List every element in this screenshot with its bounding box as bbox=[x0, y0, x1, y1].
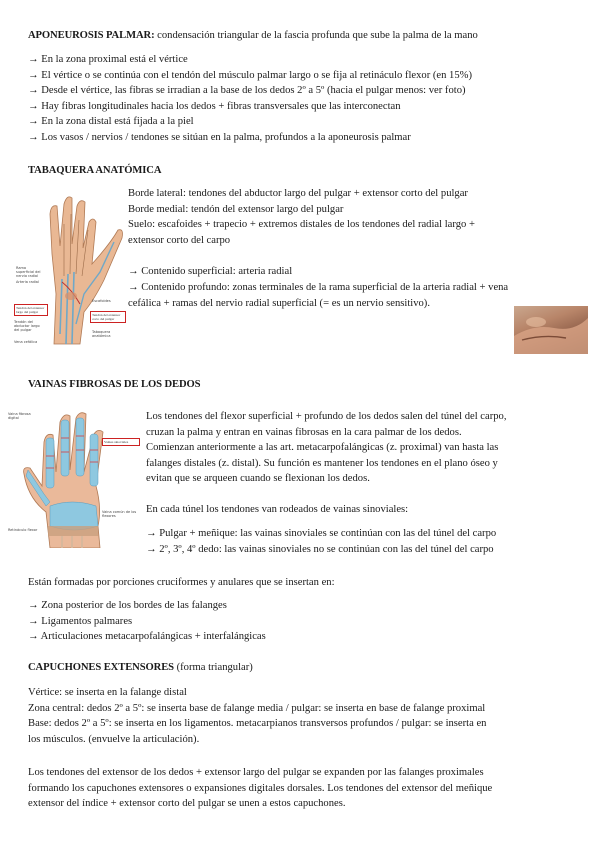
vainas-paragraph-line: falanges distales (z. distal). Su función es mantener los tendones en el plano óseo y bbox=[146, 457, 498, 469]
vainas-sinovial-item: → Pulgar + meñique: las vainas sinoviales se continúan con las del túnel del carpo bbox=[146, 528, 497, 539]
vainas-formed-by: Están formadas por porciones cruciformes y anulares que se insertan en: bbox=[28, 577, 335, 588]
aponeurosis-item: → El vértice o se continúa con el tendón del músculo palmar largo o se fija al retináculo flexor (en 15%) bbox=[28, 69, 473, 81]
hand-photo-shading bbox=[514, 306, 588, 354]
aponeurosis-item: → Desde el vértice, las fibras se irradian a la base de los dedos 2º a 5º (hacia el pulgar menos: ver foto) bbox=[28, 85, 466, 96]
hand-palmar-illustration bbox=[6, 402, 140, 548]
tabaquera-content: → Contenido profundo: zonas terminales de la rama superficial de la arteria radial + vena bbox=[128, 282, 509, 293]
aponeurosis-item: → Hay fibras longitudinales hacia los dedos + fibras transversales que las interconectan bbox=[28, 100, 401, 112]
vainas-sinovial-item: → 2º, 3º, 4º dedo: las vainas sinoviales no se continúan con las del túnel del carpo bbox=[146, 543, 494, 555]
vainas-paragraph-line: Los tendones del flexor superficial + profundo de los dedos salen del túnel del carpo, bbox=[146, 411, 507, 422]
tabaquera-content: → Contenido superficial: arteria radial bbox=[128, 266, 293, 277]
hand-photo bbox=[514, 306, 588, 354]
vainas-heading: VAINAS FIBROSAS DE LOS DEDOS bbox=[28, 379, 201, 390]
capuchones-paragraph-line: formando los capuchones extensores o expansiones digitales dorsales. Los tendones del extensor del meñique bbox=[28, 782, 493, 794]
tabaquera-line: Borde lateral: tendones del abductor largo del pulgar + extensor corto del pulgar bbox=[128, 188, 468, 199]
capuchones-line: Vértice: se inserta en la falange distal bbox=[28, 687, 187, 698]
aponeurosis-item: → Los vasos / nervios / tendones se sitúan en la palma, profundos a la aponeurosis palmar bbox=[28, 131, 411, 143]
label-abductor-largo: Tendón del abductor largo del pulgar bbox=[14, 320, 40, 332]
vainas-paragraph-line: Comienzan anteriormente a las art. metacarpofalángicas (z. proximal) van hasta las bbox=[146, 442, 499, 453]
tabaquera-heading: TABAQUERA ANATÓMICA bbox=[28, 165, 162, 176]
label-arteria-radial: Arteria radial bbox=[16, 280, 39, 284]
label-vainas-sinoviales: Vainas sinoviales bbox=[102, 438, 140, 446]
aponeurosis-item: → En la zona distal está fijada a la piel bbox=[28, 116, 194, 127]
tabaquera-line: extensor corto del carpo bbox=[128, 234, 231, 246]
label-tabaquera: Tabaquera anatómica bbox=[92, 330, 111, 338]
vainas-sinovial-intro: En cada túnel los tendones van rodeados de vainas sinoviales: bbox=[146, 504, 409, 515]
tabaquera-line: Borde medial: tendón del extensor largo del pulgar bbox=[128, 203, 344, 215]
label-rama-nervio-radial: Rama superficial del nervio radial bbox=[16, 266, 41, 278]
label-extensor-largo: Tendón del extensor largo del pulgar bbox=[14, 304, 48, 316]
aponeurosis-heading: APONEUROSIS PALMAR: bbox=[28, 30, 155, 41]
vainas-paragraph-line: evitan que se arqueen cuando se flexionan los dedos. bbox=[146, 473, 370, 484]
tabaquera-line: Suelo: escafoides + trapecio + extremos distales de los tendones del radial largo + bbox=[128, 219, 475, 230]
label-retinaculo-flexor: Retináculo flexor bbox=[8, 528, 38, 532]
label-vaina-fibrosa-digital: Vaina fibrosa digital bbox=[8, 412, 31, 420]
capuchones-heading-description: (forma triangular) bbox=[173, 662, 253, 673]
vainas-formed-item: → Articulaciones metacarpofalángicas + interfalángicas bbox=[28, 631, 266, 642]
vainas-formed-item: → Ligamentos palmares bbox=[28, 615, 133, 627]
capuchones-paragraph-line: extensor del índice + extensor corto del pulgar se unen a estos capuchones. bbox=[28, 798, 346, 809]
label-escafoides: Escafoides bbox=[92, 299, 111, 303]
aponeurosis-item: → En la zona proximal está el vértice bbox=[28, 54, 188, 65]
tabaquera-illustration bbox=[14, 184, 126, 350]
tabaquera-content: cefálica + ramas del nervio radial superficial (= es un nervio sensitivo). bbox=[128, 298, 430, 309]
vainas-paragraph-line: cruzan la palma y entran en vainas fibrosas en la cara palmar de los dedos. bbox=[146, 426, 462, 438]
capuchones-line: Zona central: dedos 2º a 5º: se inserta base de falange media / pulgar: se inserta en base de falange proximal bbox=[28, 702, 486, 714]
vainas-illustration bbox=[6, 402, 140, 548]
capuchones-paragraph-line: Los tendones del extensor de los dedos + extensor largo del pulgar se expanden por las falanges proximales bbox=[28, 767, 484, 778]
capuchones-title-line bbox=[28, 660, 253, 676]
label-vaina-comun-flexores: Vaina común de los flexores bbox=[102, 510, 137, 518]
label-extensor-corto: Tendón del extensor corto del pulgar bbox=[90, 311, 126, 323]
aponeurosis-title-line bbox=[28, 28, 478, 44]
capuchones-heading: CAPUCHONES EXTENSORES bbox=[28, 662, 174, 673]
vainas-formed-item: → Zona posterior de los bordes de las falanges bbox=[28, 600, 227, 611]
aponeurosis-heading-description: condensación triangular de la fascia profunda que sube la palma de la mano bbox=[154, 30, 478, 41]
capuchones-line: Base: dedos 2º a 5º: se inserta en los ligamentos. metacarpianos transversos profundos / pulgar: se inserta en bbox=[28, 718, 487, 729]
label-vena-cefalica: Vena cefálica bbox=[14, 340, 38, 344]
capuchones-line: los músculos. (envuelve la articulación). bbox=[28, 733, 200, 745]
